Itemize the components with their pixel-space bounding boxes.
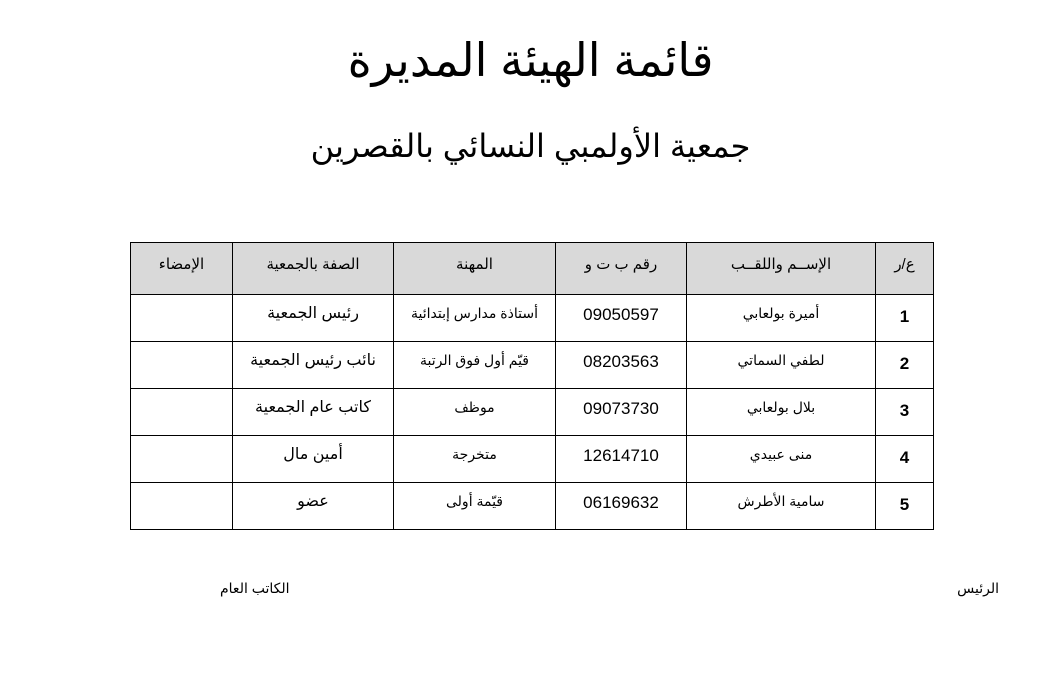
header-signature: الإمضاء bbox=[131, 243, 233, 295]
member-name: منى عبيدي bbox=[687, 436, 876, 483]
member-signature bbox=[131, 389, 233, 436]
table-row bbox=[131, 389, 934, 436]
table-header-row bbox=[131, 243, 934, 295]
member-name: سامية الأطرش bbox=[687, 483, 876, 530]
member-role: رئيس الجمعية bbox=[233, 295, 394, 342]
member-name: لطفي السماتي bbox=[687, 342, 876, 389]
member-cin: 09050597 bbox=[556, 295, 687, 342]
row-number: 2 bbox=[876, 342, 934, 389]
member-name: أميرة بولعابي bbox=[687, 295, 876, 342]
header-job: المهنة bbox=[394, 243, 556, 295]
document-title: قائمة الهيئة المديرة bbox=[347, 34, 714, 86]
member-cin: 08203563 bbox=[556, 342, 687, 389]
table-row bbox=[131, 295, 934, 342]
table-row bbox=[131, 483, 934, 530]
member-cin: 06169632 bbox=[556, 483, 687, 530]
member-signature bbox=[131, 295, 233, 342]
header-cin: رقم ب ت و bbox=[556, 243, 687, 295]
member-role: نائب رئيس الجمعية bbox=[233, 342, 394, 389]
member-role: أمين مال bbox=[233, 436, 394, 483]
member-job: قيّم أول فوق الرتبة bbox=[394, 342, 556, 389]
row-number: 3 bbox=[876, 389, 934, 436]
member-job: قيّمة أولى bbox=[394, 483, 556, 530]
table-row bbox=[131, 342, 934, 389]
row-number: 5 bbox=[876, 483, 934, 530]
member-signature bbox=[131, 342, 233, 389]
member-signature bbox=[131, 483, 233, 530]
row-number: 1 bbox=[876, 295, 934, 342]
header-name: الإســم واللقــب bbox=[687, 243, 876, 295]
row-number: 4 bbox=[876, 436, 934, 483]
member-job: موظف bbox=[394, 389, 556, 436]
table-row bbox=[131, 436, 934, 483]
header-number: ع/ر bbox=[876, 243, 934, 295]
members-table bbox=[130, 242, 934, 530]
secretary-label: الكاتب العام bbox=[220, 580, 290, 596]
member-job: أستاذة مدارس إبتدائية bbox=[394, 295, 556, 342]
member-role: عضو bbox=[233, 483, 394, 530]
member-job: متخرجة bbox=[394, 436, 556, 483]
association-name: جمعية الأولمبي النسائي بالقصرين bbox=[310, 128, 751, 164]
header-role: الصفة بالجمعية bbox=[233, 243, 394, 295]
member-cin: 12614710 bbox=[556, 436, 687, 483]
member-name: بلال بولعابي bbox=[687, 389, 876, 436]
member-signature bbox=[131, 436, 233, 483]
member-cin: 09073730 bbox=[556, 389, 687, 436]
president-label: الرئيس bbox=[957, 580, 999, 596]
member-role: كاتب عام الجمعية bbox=[233, 389, 394, 436]
